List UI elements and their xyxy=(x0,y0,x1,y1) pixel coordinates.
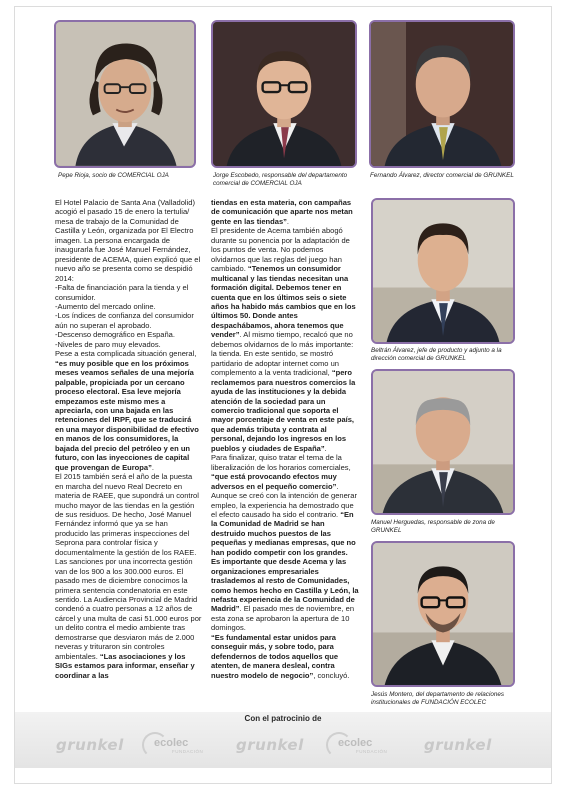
paragraph xyxy=(55,472,202,680)
grunkel-logo xyxy=(56,734,124,756)
paragraph xyxy=(55,330,202,339)
ecolec-logo-mark xyxy=(142,732,220,758)
caption-fernando-alvarez: Fernando Álvarez, director comercial de GRUNKEL xyxy=(370,172,514,179)
text-run: Para finalizar, quiso tratar el tema de la liberalización de los horarios comerciales, xyxy=(211,453,351,472)
grunkel-logo xyxy=(236,734,304,756)
portrait-icon xyxy=(373,200,513,342)
text-run: -Los índices de confianza del consumidor aún no superan el aprobado. xyxy=(55,311,194,330)
photo-jorge-escobedo xyxy=(211,20,357,168)
grunkel-logo-text: grunkel xyxy=(424,736,492,754)
portrait-icon xyxy=(371,22,513,166)
text-run: . xyxy=(324,443,327,453)
paragraph xyxy=(211,226,359,453)
ecolec-logo-subtext: FUNDACIÓN xyxy=(356,749,388,754)
text-run: . xyxy=(286,216,290,226)
portrait-icon xyxy=(56,22,194,166)
text-run: -Descenso demográfico en España. xyxy=(55,330,175,340)
ecolec-logo xyxy=(142,734,220,756)
ecolec-logo xyxy=(326,734,404,756)
text-run: El presidente de Acema también abogó durante su ponencia por la adaptación de los puntos de venta. No podemos olvidarnos que las reglas del juego han cambiado. xyxy=(211,226,350,274)
paragraph xyxy=(55,340,202,349)
bold-quote: “En la Comunidad de Madrid se han destruido muchos puestos de las pequeñas y medianas empresas, que no han podido competir con los grandes. Es importante que desde Acema y las organizaciones empresariales traslademos al resto de Comunidades, como hemos hecho en Castilla y León, la nefasta experiencia de la Comunidad de Madrid” xyxy=(211,509,359,614)
bold-quote: “que está provocando efectos muy adversos en el pequeño comercio” xyxy=(211,472,337,491)
paragraph xyxy=(55,198,202,283)
paragraph xyxy=(211,453,359,633)
caption-pepe-rioja: Pepe Rioja, socio de COMERCIAL OJA xyxy=(58,172,169,179)
text-run: . El pasado mes de noviembre, en esta zona se aprobaron la apertura de 10 domingos. xyxy=(211,604,355,633)
paragraph xyxy=(211,633,359,680)
paragraph xyxy=(211,198,359,226)
text-run: El 2015 también será el año de la puesta en marcha del nuevo Real Decreto en materia de RAEE, que supondrá un control mucho mayor de las tiendas en la gestión de sus residuos. De hecho, José Manuel Fernández informó que ya se han producido las primeras inspecciones del Seprona para controlar física y documentalmente la gestión de los RAEE. Las sanciones por una incorrecta gestión van de los 900 a los 300.000 euros. El pasado mes de diciembre conocimos la primera sentencia condenatoria en este sentido. La Audiencia Provincial de Madrid condenó a cuatro personas a 12 años de cárcel y una multa de casi 51.000 euros por un delito contra el medio ambiente tras demostrarse que desviaron más de 2.000 neveras y trituraron sin controles ambientales. xyxy=(55,472,202,661)
paragraph xyxy=(55,283,202,302)
bold-quote: tiendas en esta materia, con campañas de comunicación que aparte nos metan gente en las tiendas” xyxy=(211,198,353,226)
bold-quote: “es muy posible que en los próximos meses veamos señales de una mejoría palpable, propiciada por un cercano proceso electoral. Esa leve mejoría empezamos este mismo mes a apreciarla, con una bajada en las retenciones del IRPF, que se traducirá en una mayor disponibilidad de efectivo en manos de los consumidores, la bajada del precio del petróleo y en un futuro, con las inyecciones de capital que provengan de Europa” xyxy=(55,358,199,472)
text-run: El Hotel Palacio de Santa Ana (Valladolid) acogió el pasado 15 de enero la tertulia/ mesa de trabajo de la Comunidad de Castilla y León, organizada por El Electro imagen. La persona encargada de inaugurarla fue José Manuel Fernández, presidente de ACEMA, quien explicó que el nuevo año se presenta como se despidió 2014: xyxy=(55,198,201,283)
text-run: -Aumento del mercado online. xyxy=(55,301,156,311)
caption-jorge-escobedo: Jorge Escobedo, responsable del departamento comercial de COMERCIAL OJA xyxy=(213,172,348,187)
portrait-icon xyxy=(373,371,513,513)
text-run: -Niveles de paro muy elevados. xyxy=(55,339,161,349)
bold-quote: “Es fundamental estar unidos para conseguir más, y sobre todo, para defendernos de todos aquellos que atenten, de manera desleal, contra nuestro modelo de negocio” xyxy=(211,632,339,680)
paragraph xyxy=(55,311,202,330)
article-column-1 xyxy=(55,198,202,680)
text-run: . Aunque se creó con la intención de generar empleo, la experiencia ha demostrado que el efecto causado ha sido el contrario. xyxy=(211,481,358,519)
text-run: , concluyó. xyxy=(313,670,350,680)
photo-fernando-alvarez xyxy=(369,20,515,168)
caption-beltran-alvarez: Beltrán Álvarez, jefe de producto y adjunto a la dirección comercial de GRUNKEL xyxy=(371,347,502,362)
text-run: Pese a esta complicada situación general, xyxy=(55,349,197,359)
text-run: . Al mismo tiempo, recalcó que no debemos olvidarnos de lo más importante: la tienda. En este sentido, se mostró partidario de adoptar internet como un complemento a la venta tradicional, xyxy=(211,330,354,378)
grunkel-logo-text: grunkel xyxy=(236,736,304,754)
caption-manuel-herguedas: Manuel Herguedas, responsable de zona de GRUNKEL xyxy=(371,519,495,534)
article-column-2 xyxy=(211,198,359,680)
ecolec-logo-text: ecolec xyxy=(154,737,189,749)
bold-quote: “pero reclamemos para nuestros comercios la ayuda de las instituciones y la debida atención de la sociedad para un comercio tradicional que soporta el mayor porcentaje de venta en este país, que además tributa y contrata al personal, dejando los ingresos en los pueblos y ciudades de España” xyxy=(211,368,356,453)
grunkel-logo xyxy=(424,734,492,756)
ecolec-logo-mark xyxy=(326,732,404,758)
sponsor-title: Con el patrocinio de xyxy=(244,714,322,723)
portrait-icon xyxy=(213,22,355,166)
paragraph xyxy=(55,349,202,472)
photo-manuel-herguedas xyxy=(371,369,515,515)
text-run: -Falta de financiación para la tienda y el consumidor. xyxy=(55,283,189,302)
portrait-icon xyxy=(373,543,513,685)
photo-beltran-alvarez xyxy=(371,198,515,344)
text-run: . xyxy=(151,462,154,472)
grunkel-logo-text: grunkel xyxy=(56,736,124,754)
bold-quote: “Tenemos un consumidor multicanal y las tiendas necesitan una formación digital. Debemos tener en cuenta que en los últimos seis o siete años ha habido más cambios que en los últimos 50. Donde antes despachábamos, ahora tenemos que vender” xyxy=(211,264,356,340)
paragraph xyxy=(55,302,202,311)
bold-quote: “Las asociaciones y los SIGs estamos para informar, enseñar y coordinar a las xyxy=(55,651,195,680)
ecolec-logo-subtext: FUNDACIÓN xyxy=(172,749,204,754)
caption-jesus-montero: Jesús Montero, del departamento de relaciones institucionales de FUNDACIÓN ECOLEC xyxy=(371,691,505,706)
photo-jesus-montero xyxy=(371,541,515,687)
ecolec-logo-text: ecolec xyxy=(338,737,373,749)
photo-pepe-rioja xyxy=(54,20,196,168)
